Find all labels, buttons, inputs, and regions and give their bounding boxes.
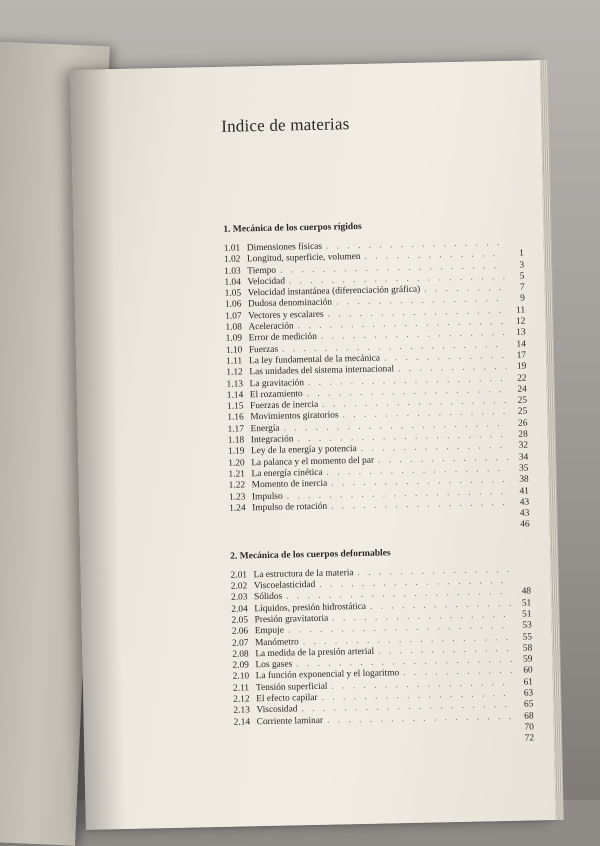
entry-page-number: 65 bbox=[517, 700, 533, 712]
entry-title: Tiempo bbox=[244, 265, 276, 277]
entry-page-number: 38 bbox=[513, 475, 529, 487]
entry-number: 2.12 bbox=[233, 694, 253, 706]
entry-number: 1.10 bbox=[226, 345, 246, 357]
entry-number: 1.01 bbox=[224, 243, 244, 255]
entry-page-number: 43 bbox=[513, 497, 529, 509]
entry-page-number: 28 bbox=[512, 430, 528, 442]
entry-page-number: 48 bbox=[515, 587, 531, 599]
entry-number: 2.08 bbox=[232, 649, 252, 661]
entry-number: 1.12 bbox=[226, 368, 246, 380]
entry-page-number: 70 bbox=[518, 722, 534, 734]
entry-number: 2.06 bbox=[232, 627, 252, 639]
entry-title: Impulso bbox=[249, 491, 283, 503]
entry-number: 2.11 bbox=[233, 683, 253, 695]
entry-page-number: 25 bbox=[511, 407, 527, 419]
entry-title: La ley fundamental de la mecánica bbox=[246, 354, 380, 368]
entry-page-number: 19 bbox=[510, 362, 526, 374]
entry-title: Empuje bbox=[252, 626, 284, 638]
entry-title: Viscoelasticidad bbox=[251, 580, 316, 593]
entry-title: Integración bbox=[248, 434, 294, 446]
entry-title: Momento de inercia bbox=[249, 479, 328, 492]
entry-number: 2.01 bbox=[231, 570, 251, 582]
entry-title: Vectores y escalares bbox=[245, 310, 324, 323]
entry-page-number: 12 bbox=[509, 317, 525, 329]
entry-page-number: 60 bbox=[517, 666, 533, 678]
entry-title: Corriente laminar bbox=[254, 715, 324, 728]
entry-title: Fuerzas de inercia bbox=[247, 400, 318, 413]
entry-number: 2.14 bbox=[234, 717, 254, 729]
entry-number: 2.04 bbox=[231, 604, 251, 616]
entry-page-number: 43 bbox=[513, 509, 529, 521]
entry-title: La gravitación bbox=[247, 378, 305, 390]
entry-number: 2.05 bbox=[231, 615, 251, 627]
entry-number: 1.17 bbox=[227, 424, 247, 436]
entry-title: Fuerzas bbox=[246, 344, 278, 356]
book-page bbox=[70, 60, 556, 830]
entry-page-number: 14 bbox=[510, 339, 526, 351]
entry-title: Las unidades del sistema internacional bbox=[246, 365, 394, 379]
entry-number: 1.24 bbox=[229, 503, 249, 515]
entry-number: 1.15 bbox=[227, 402, 247, 414]
section-1-entries bbox=[224, 238, 530, 538]
entry-page-number: 7 bbox=[509, 283, 525, 295]
entry-title: La estructura de la materia bbox=[251, 568, 354, 581]
entry-page-number: 1 bbox=[508, 249, 524, 261]
entry-title: Longitud, superficie, volumen bbox=[244, 252, 361, 266]
entry-number: 2.03 bbox=[231, 593, 251, 605]
entry-title: Sólidos bbox=[251, 592, 282, 604]
entry-number: 1.08 bbox=[225, 322, 245, 334]
entry-page-number: 5 bbox=[508, 271, 524, 283]
entry-title: Presión gravitatoria bbox=[251, 614, 328, 627]
entry-number: 1.03 bbox=[224, 266, 244, 278]
entry-number: 1.06 bbox=[225, 300, 245, 312]
entry-page-number: 41 bbox=[513, 486, 529, 498]
entry-page-number: 35 bbox=[512, 463, 528, 475]
entry-number: 1.23 bbox=[229, 492, 249, 504]
entry-title: Manómetro bbox=[252, 637, 299, 649]
entry-title: Velocidad bbox=[244, 276, 285, 288]
entry-title: Dimensiones físicas bbox=[244, 242, 322, 255]
section-2-entries bbox=[231, 564, 535, 751]
entry-title: Velocidad instantánea (diferenciación gráfica) bbox=[245, 285, 421, 300]
entry-number: 1.21 bbox=[228, 469, 248, 481]
entry-page-number: 58 bbox=[516, 643, 532, 655]
entry-page-number: 34 bbox=[512, 452, 528, 464]
entry-number: 1.16 bbox=[227, 413, 247, 425]
entry-title: Error de medición bbox=[246, 332, 317, 345]
entry-number: 1.11 bbox=[226, 356, 246, 368]
entry-number: 1.05 bbox=[225, 289, 245, 301]
entry-number: 1.20 bbox=[228, 458, 248, 470]
entry-number: 1.02 bbox=[224, 255, 244, 267]
entry-page-number: 26 bbox=[511, 418, 527, 430]
entry-page-number: 51 bbox=[515, 609, 531, 621]
entry-number: 2.02 bbox=[231, 581, 251, 593]
entry-number: 1.22 bbox=[229, 481, 249, 493]
entry-page-number: 55 bbox=[516, 632, 532, 644]
section-heading: 2. Mecánica de los cuerpos deformables bbox=[230, 545, 530, 561]
entry-page-number: 72 bbox=[518, 734, 534, 746]
entry-title: Impulso de rotación bbox=[249, 502, 327, 515]
entry-title: Energía bbox=[247, 423, 279, 435]
entry-title: La medida de la presión arterial bbox=[252, 647, 374, 661]
entry-number: 2.13 bbox=[233, 706, 253, 718]
entry-number: 2.07 bbox=[232, 638, 252, 650]
page-title: Indice de materias bbox=[221, 111, 521, 137]
entry-number: 1.04 bbox=[224, 277, 244, 289]
entry-page-number: 25 bbox=[511, 396, 527, 408]
entry-title: Dudosa denominación bbox=[245, 298, 332, 311]
entry-title: Ley de la energía y potencia bbox=[248, 444, 357, 458]
entry-title: Líquidos, presión hidrostática bbox=[251, 602, 366, 616]
section-2 bbox=[230, 545, 534, 751]
entry-page-number: 46 bbox=[514, 520, 530, 532]
section-1 bbox=[223, 219, 529, 538]
entry-title: La palanca y el momento del par bbox=[248, 455, 374, 469]
entry-number: 1.19 bbox=[228, 447, 248, 459]
entry-page-number: 11 bbox=[509, 305, 525, 317]
entry-page-number: 3 bbox=[508, 260, 524, 272]
section-heading: 1. Mecánica de los cuerpos rígidos bbox=[223, 219, 523, 235]
entry-page-number: 61 bbox=[517, 677, 533, 689]
entry-page-number: 63 bbox=[517, 688, 533, 700]
entry-title: La energía cinética bbox=[248, 468, 322, 481]
entry-title: Viscosidad bbox=[253, 705, 297, 717]
entry-title: El rozamiento bbox=[247, 389, 303, 401]
entry-page-number: 32 bbox=[512, 441, 528, 453]
entry-page-number: 13 bbox=[510, 328, 526, 340]
page-content bbox=[221, 111, 534, 752]
entry-number: 2.10 bbox=[233, 672, 253, 684]
entry-page-number: 53 bbox=[516, 621, 532, 633]
entry-number: 1.18 bbox=[228, 435, 248, 447]
entry-page-number: 17 bbox=[510, 350, 526, 362]
entry-title: Aceleración bbox=[245, 321, 294, 333]
entry-page-number: 59 bbox=[516, 655, 532, 667]
entry-title: El efecto capilar bbox=[253, 693, 318, 706]
entry-number: 2.09 bbox=[232, 660, 252, 672]
entry-title: Movimientos giratorios bbox=[247, 411, 338, 424]
entry-title: La función exponencial y el logaritmo bbox=[253, 669, 400, 683]
entry-page-number: 24 bbox=[511, 384, 527, 396]
entry-number: 1.14 bbox=[227, 390, 247, 402]
entry-number: 1.09 bbox=[226, 334, 246, 346]
entry-page-number: 9 bbox=[509, 294, 525, 306]
entry-number: 1.13 bbox=[227, 379, 247, 391]
entry-page-number: 51 bbox=[515, 598, 531, 610]
entry-page-number: 68 bbox=[518, 711, 534, 723]
entry-number: 1.07 bbox=[225, 311, 245, 323]
entry-page-number: 22 bbox=[510, 373, 526, 385]
entry-title: Los gases bbox=[252, 660, 292, 672]
entry-title: Tensión superficial bbox=[253, 681, 328, 694]
